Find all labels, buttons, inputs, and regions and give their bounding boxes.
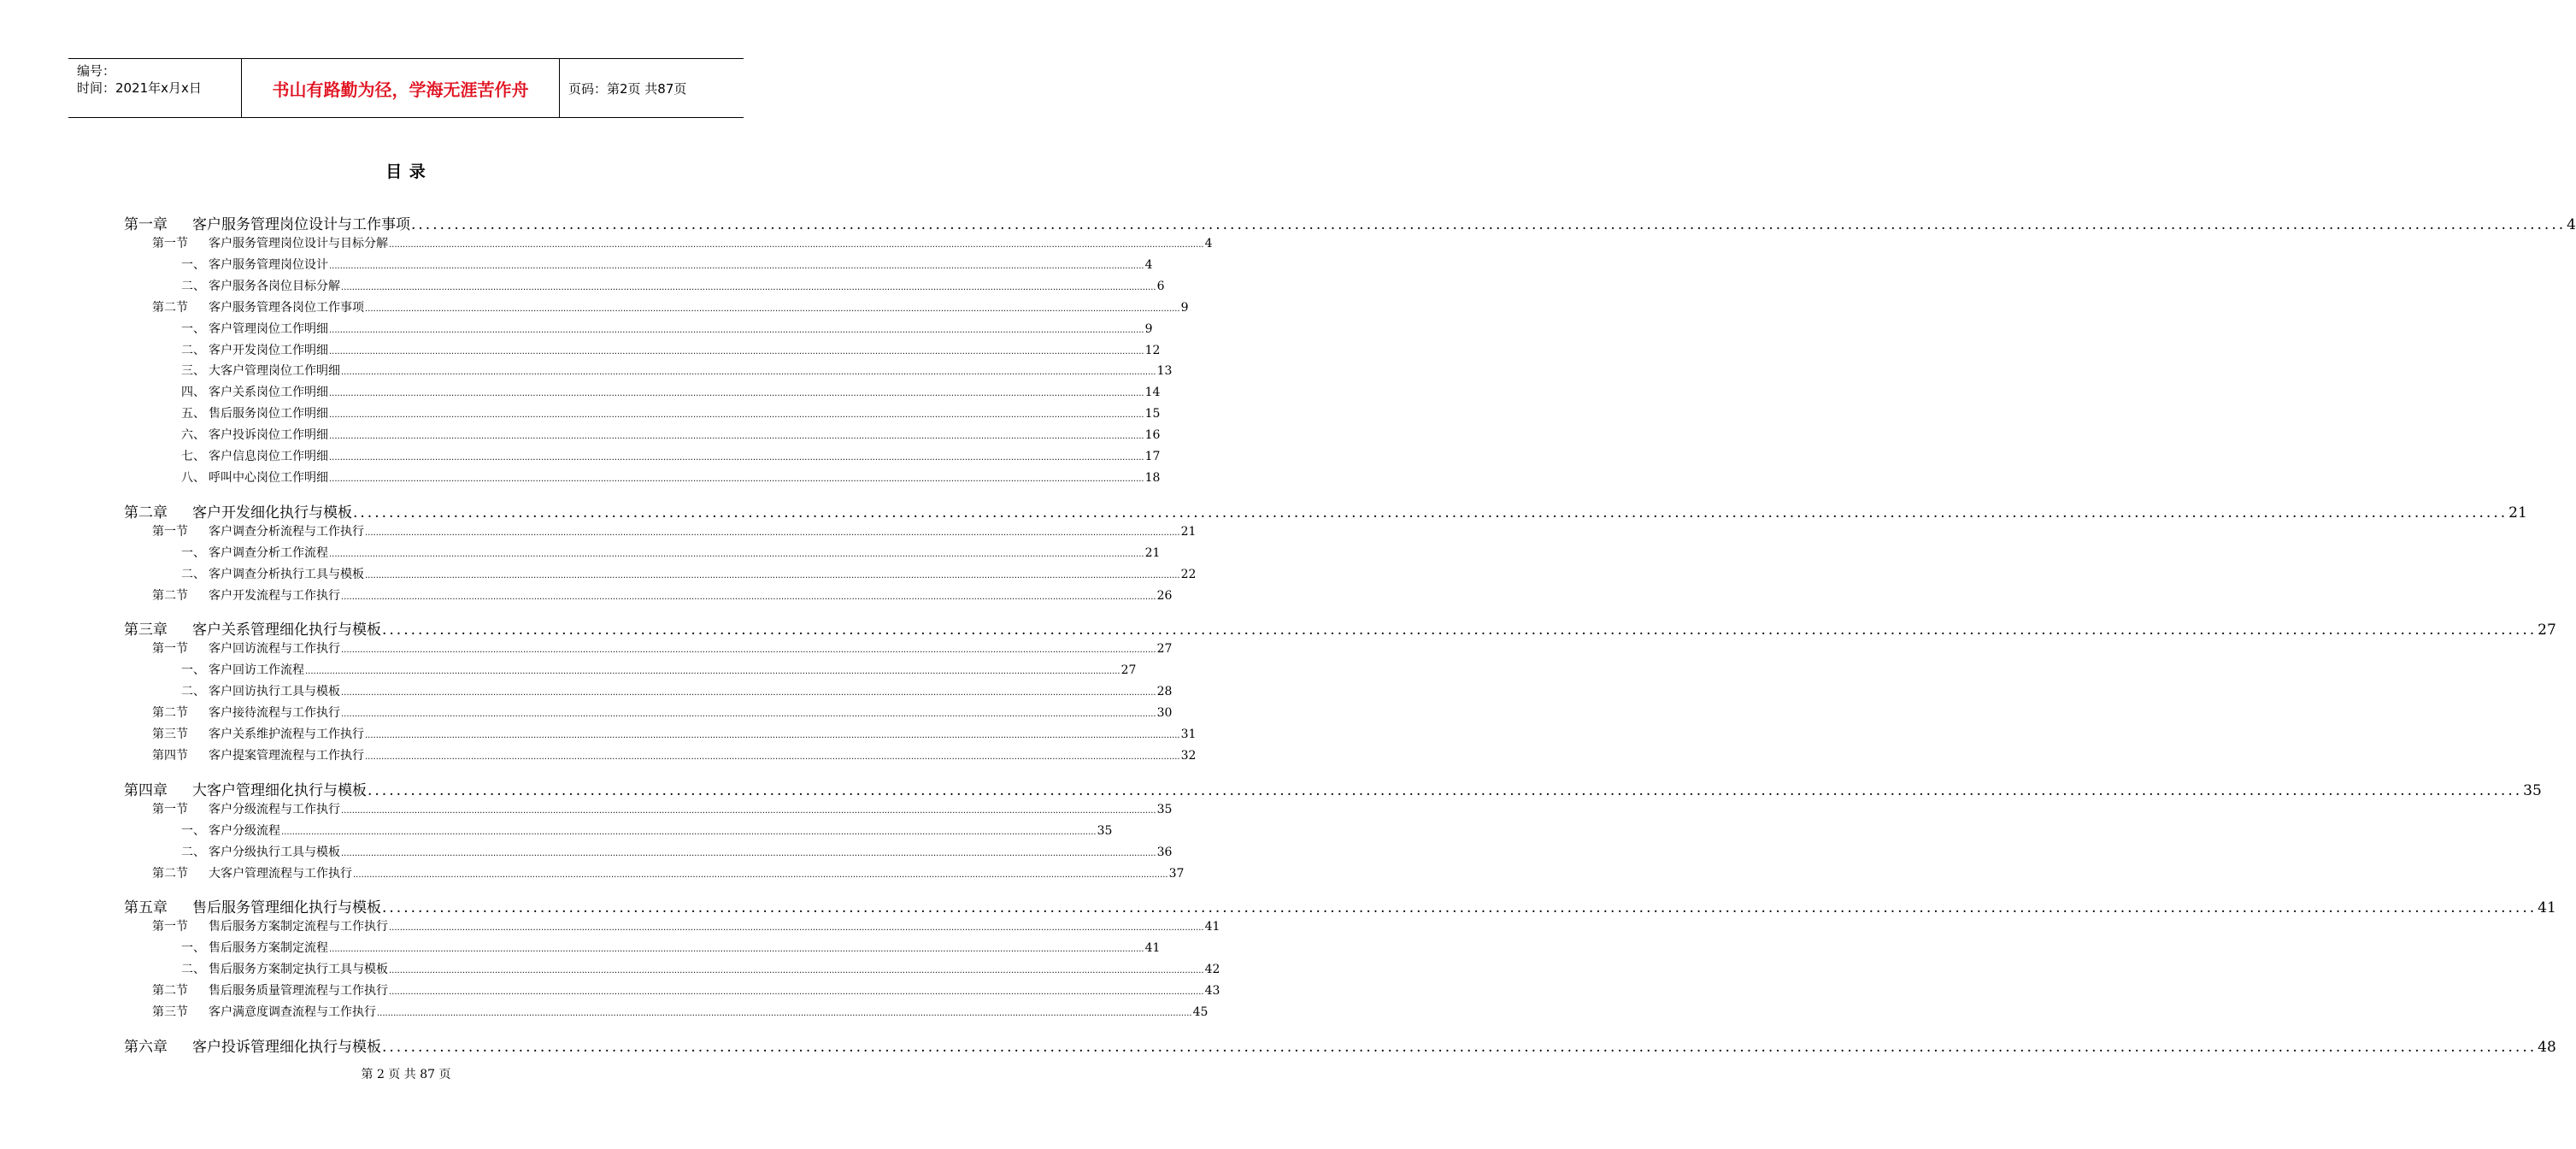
toc-entry-title: 售后服务岗位工作明细 — [209, 407, 328, 421]
toc-entry-section[interactable] — [152, 522, 1197, 539]
toc-entry-page: 21 — [1144, 545, 1161, 560]
toc-entry-label: 二、 — [181, 685, 205, 699]
toc-entry-title: 客户提案管理流程与工作执行 — [209, 748, 364, 763]
toc-entry-title: 客户服务管理岗位设计与工作事项 — [192, 216, 410, 233]
toc-entry-sub[interactable] — [181, 544, 1161, 561]
toc-entry-section[interactable] — [152, 917, 1220, 934]
toc-entry-sub[interactable] — [181, 320, 1153, 337]
toc-leader-dots: ............................................................................................................................................................................................................................................................................................................ — [368, 781, 2523, 799]
toc-entry-page: 21 — [1180, 524, 1197, 539]
toc-leader-dots: ............................................................................................................................................................................................................................................................................................................ — [341, 805, 1156, 816]
toc-leader-dots: ............................................................................................................................................................................................................................................................................................................ — [389, 240, 1204, 250]
header-time: 时间：2021年x月x日 — [77, 80, 202, 96]
toc-entry-label: 第二节 — [152, 706, 188, 721]
toc-entry-label: 一、 — [181, 257, 205, 272]
toc-leader-dots: ............................................................................................................................................................................................................................................................................................................ — [341, 710, 1156, 720]
toc-entry-label: 一、 — [181, 823, 205, 838]
toc-entry-label: 一、 — [181, 663, 205, 678]
toc-entry-page: 6 — [1156, 279, 1165, 293]
toc-entry-sub[interactable] — [181, 341, 1161, 358]
toc-entry-page: 35 — [2523, 781, 2542, 799]
header-slogan: 书山有路勤为径，学海无涯苦作舟 — [242, 59, 560, 117]
toc-entry-sub[interactable] — [181, 404, 1161, 421]
toc-leader-dots: ............................................................................................................................................................................................................................................................................................................ — [365, 527, 1180, 538]
toc-leader-dots: ............................................................................................................................................................................................................................................................................................................ — [305, 667, 1120, 677]
toc-entry-label: 六、 — [181, 428, 205, 443]
toc-entry-section[interactable] — [152, 298, 1189, 315]
toc-entry-section[interactable] — [152, 639, 1173, 657]
toc-leader-dots: ............................................................................................................................................................................................................................................................................................................ — [389, 966, 1204, 976]
toc-entry-label: 第三章 — [124, 622, 168, 639]
toc-entry-page: 27 — [2538, 622, 2556, 639]
toc-entry-title: 客户服务管理岗位设计 — [209, 257, 328, 272]
toc-entry-label: 第三节 — [152, 728, 188, 741]
toc-entry-label: 第一节 — [152, 920, 188, 934]
toc-entry-chapter[interactable] — [124, 617, 2556, 639]
toc-entry-page: 37 — [1168, 866, 1185, 881]
toc-leader-dots: ............................................................................................................................................................................................................................................................................................................ — [329, 389, 1144, 399]
toc-entry-label: 二、 — [181, 343, 205, 357]
toc-entry-label: 一、 — [181, 941, 205, 956]
toc-entry-label: 第一节 — [152, 524, 188, 539]
toc-entry-page: 16 — [1144, 428, 1161, 443]
toc-entry-sub[interactable] — [181, 661, 1137, 678]
toc-leader-dots: ............................................................................................................................................................................................................................................................................................................ — [329, 261, 1144, 271]
toc-entry-section[interactable] — [152, 800, 1173, 817]
toc-entry-chapter[interactable] — [124, 778, 2542, 799]
toc-entry-sub[interactable] — [181, 939, 1161, 956]
toc-entry-label: 二、 — [181, 567, 205, 581]
toc-leader-dots: ............................................................................................................................................................................................................................................................................................................ — [329, 346, 1144, 356]
toc-leader-dots: ............................................................................................................................................................................................................................................................................................................ — [382, 622, 2538, 639]
toc-leader-dots: ............................................................................................................................................................................................................................................................................................................ — [377, 1009, 1192, 1018]
toc-entry-title: 售后服务方案制定流程与工作执行 — [209, 920, 388, 934]
toc-entry-title: 客户回访执行工具与模板 — [209, 685, 340, 699]
toc-entry-title: 呼叫中心岗位工作明细 — [209, 470, 328, 485]
toc-entry-label: 第六章 — [124, 1038, 168, 1056]
toc-leader-dots: ............................................................................................................................................................................................................................................................................................................ — [329, 325, 1144, 335]
header-meta — [68, 59, 242, 117]
toc-entry-sub[interactable] — [181, 277, 1165, 294]
toc-entry-page: 4 — [2567, 216, 2576, 233]
toc-entry-title: 大客户管理流程与工作执行 — [209, 866, 352, 881]
toc-entry-chapter[interactable] — [124, 1034, 2556, 1056]
toc-entry-chapter[interactable] — [124, 212, 2576, 233]
toc-entry-label: 第五章 — [124, 899, 168, 917]
toc-leader-dots: ............................................................................................................................................................................................................................................................................................................ — [341, 848, 1156, 858]
toc-entry-sub[interactable] — [181, 565, 1197, 582]
toc-entry-page: 43 — [1204, 984, 1220, 999]
toc-entry-sub[interactable] — [181, 682, 1173, 699]
toc-entry-page: 32 — [1180, 748, 1197, 763]
toc-leader-dots: ............................................................................................................................................................................................................................................................................................................ — [353, 504, 2508, 521]
toc-leader-dots: ............................................................................................................................................................................................................................................................................................................ — [389, 987, 1204, 998]
toc-entry-section[interactable] — [152, 864, 1185, 881]
toc-entry-section[interactable] — [152, 586, 1173, 604]
toc-entry-page: 35 — [1156, 802, 1173, 816]
toc-leader-dots: ............................................................................................................................................................................................................................................................................................................ — [329, 945, 1144, 955]
toc-entry-label: 二、 — [181, 279, 205, 293]
toc-entry-label: 第一节 — [152, 802, 188, 816]
toc-leader-dots: ............................................................................................................................................................................................................................................................................................................ — [365, 751, 1180, 762]
toc-entry-page: 35 — [1097, 823, 1113, 838]
toc-entry-title: 客户关系岗位工作明细 — [209, 386, 328, 400]
toc-entry-page: 30 — [1156, 706, 1173, 721]
toc-entry-page: 22 — [1180, 567, 1197, 581]
toc-entry-sub[interactable] — [181, 447, 1161, 464]
toc-entry-title: 客户投诉管理细化执行与模板 — [192, 1038, 381, 1056]
toc-entry-label: 八、 — [181, 470, 205, 485]
toc-entry-title: 售后服务质量管理流程与工作执行 — [209, 984, 388, 999]
page-footer: 第 2 页 共 87 页 — [361, 1068, 451, 1081]
toc-entry-title: 客户开发细化执行与模板 — [192, 504, 352, 521]
toc-entry-title: 售后服务方案制定流程 — [209, 941, 328, 956]
toc-entry-page: 27 — [1156, 642, 1173, 657]
toc-entry-page: 4 — [1204, 237, 1213, 250]
toc-entry-page: 18 — [1144, 470, 1161, 485]
toc-entry-title: 客户满意度调查流程与工作执行 — [209, 1005, 376, 1019]
page-header — [68, 58, 744, 118]
toc-leader-dots: ............................................................................................................................................................................................................................................................................................................ — [329, 410, 1144, 421]
toc-leader-dots: ............................................................................................................................................................................................................................................................................................................ — [411, 216, 2567, 233]
toc-entry-page: 13 — [1156, 364, 1173, 379]
toc-entry-page: 9 — [1144, 321, 1153, 336]
toc-leader-dots: ............................................................................................................................................................................................................................................................................................................ — [341, 368, 1156, 378]
toc-entry-label: 一、 — [181, 545, 205, 560]
toc-entry-label: 一、 — [181, 321, 205, 336]
toc-entry-title: 客户管理岗位工作明细 — [209, 321, 328, 336]
toc-entry-title: 客户调查分析工作流程 — [209, 545, 328, 560]
toc-entry-title: 客户信息岗位工作明细 — [209, 450, 328, 463]
toc-entry-sub[interactable] — [181, 383, 1161, 400]
toc-entry-label: 第四节 — [152, 748, 188, 763]
toc-entry-sub[interactable] — [181, 843, 1173, 860]
toc-leader-dots: ............................................................................................................................................................................................................................................................................................................ — [382, 1038, 2538, 1056]
toc-entry-label: 第一节 — [152, 237, 188, 250]
toc-entry-page: 42 — [1204, 963, 1220, 977]
toc-entry-label: 第二节 — [152, 588, 188, 603]
toc-leader-dots: ............................................................................................................................................................................................................................................................................................................ — [329, 549, 1144, 559]
toc-entry-section[interactable] — [152, 725, 1197, 742]
toc-entry-title: 客户开发流程与工作执行 — [209, 588, 340, 603]
toc-leader-dots: ............................................................................................................................................................................................................................................................................................................ — [281, 827, 1097, 837]
toc-entry-title: 客户服务管理岗位设计与目标分解 — [209, 237, 388, 250]
toc-entry-label: 七、 — [181, 450, 205, 463]
toc-entry-title: 客户分级流程 — [209, 823, 280, 838]
toc-entry-title: 大客户管理细化执行与模板 — [192, 781, 367, 799]
toc-entry-title: 大客户管理岗位工作明细 — [209, 364, 340, 379]
toc-entry-label: 第一章 — [124, 216, 168, 233]
toc-entry-page: 48 — [2538, 1038, 2556, 1056]
toc-entry-title: 客户调查分析流程与工作执行 — [209, 524, 364, 539]
toc-entry-section[interactable] — [152, 981, 1220, 999]
toc-leader-dots: ............................................................................................................................................................................................................................................................................................................ — [353, 869, 1168, 880]
toc-entry-sub[interactable] — [181, 256, 1153, 273]
toc-entry-chapter[interactable] — [124, 500, 2527, 521]
toc-entry-page: 4 — [1144, 257, 1153, 272]
toc-entry-page: 17 — [1144, 450, 1161, 463]
toc-entry-title: 客户开发岗位工作明细 — [209, 343, 328, 357]
toc-entry-label: 第二节 — [152, 866, 188, 881]
toc-entry-label: 四、 — [181, 386, 205, 400]
toc-entry-label: 二、 — [181, 963, 205, 977]
toc-entry-label: 第一节 — [152, 642, 188, 657]
toc-leader-dots: ............................................................................................................................................................................................................................................................................................................ — [341, 592, 1156, 602]
toc-entry-page: 15 — [1144, 407, 1161, 421]
toc-entry-page: 28 — [1156, 685, 1173, 699]
toc-entry-page: 41 — [1144, 941, 1161, 956]
toc-leader-dots: ............................................................................................................................................................................................................................................................................................................ — [341, 645, 1156, 656]
toc-entry-title: 客户服务各岗位目标分解 — [209, 279, 340, 293]
toc-entry-chapter[interactable] — [124, 895, 2556, 917]
toc-entry-label: 第四章 — [124, 781, 168, 799]
toc-leader-dots: ............................................................................................................................................................................................................................................................................................................ — [329, 432, 1144, 442]
toc-entry-page: 41 — [2538, 899, 2556, 917]
toc-entry-title: 客户关系管理细化执行与模板 — [192, 622, 381, 639]
toc-entry-title: 客户服务管理各岗位工作事项 — [209, 300, 364, 315]
toc-entry-section[interactable] — [152, 704, 1173, 721]
toc-entry-page: 41 — [1204, 920, 1220, 934]
toc-entry-page: 27 — [1120, 663, 1137, 678]
toc-entry-label: 二、 — [181, 845, 205, 859]
toc-entry-page: 36 — [1156, 845, 1173, 859]
toc-entry-title: 客户调查分析执行工具与模板 — [209, 567, 364, 581]
toc-entry-label: 三、 — [181, 364, 205, 379]
toc-leader-dots: ............................................................................................................................................................................................................................................................................................................ — [365, 303, 1180, 314]
toc-entry-label: 第二节 — [152, 984, 188, 999]
toc-entry-page: 14 — [1144, 386, 1161, 400]
toc-leader-dots: ............................................................................................................................................................................................................................................................................................................ — [365, 731, 1180, 740]
toc-entry-sub[interactable] — [181, 468, 1161, 486]
toc-leader-dots: ............................................................................................................................................................................................................................................................................................................ — [389, 923, 1204, 934]
toc-leader-dots: ............................................................................................................................................................................................................................................................................................................ — [365, 570, 1180, 580]
toc-entry-sub[interactable] — [181, 362, 1173, 379]
toc-entry-label: 第三节 — [152, 1005, 188, 1019]
toc-entry-title: 客户接待流程与工作执行 — [209, 706, 340, 721]
toc-title: 目 录 — [385, 162, 426, 181]
toc-entry-page: 31 — [1180, 728, 1197, 741]
toc-entry-label: 第二章 — [124, 504, 168, 521]
toc-entry-title: 客户关系维护流程与工作执行 — [209, 728, 364, 741]
toc-entry-sub[interactable] — [181, 426, 1161, 443]
toc-leader-dots: ............................................................................................................................................................................................................................................................................................................ — [382, 899, 2538, 917]
toc-entry-page: 21 — [2508, 504, 2527, 521]
toc-entry-title: 客户投诉岗位工作明细 — [209, 428, 328, 443]
toc-leader-dots: ............................................................................................................................................................................................................................................................................................................ — [329, 474, 1144, 484]
toc-entry-title: 客户分级执行工具与模板 — [209, 845, 340, 859]
toc-entry-label: 五、 — [181, 407, 205, 421]
toc-entry-label: 第二节 — [152, 300, 188, 315]
toc-entry-section[interactable] — [152, 234, 1213, 251]
toc-entry-title: 售后服务管理细化执行与模板 — [192, 899, 381, 917]
toc-leader-dots: ............................................................................................................................................................................................................................................................................................................ — [341, 688, 1156, 698]
toc-entry-page: 26 — [1156, 588, 1173, 603]
toc-entry-page: 12 — [1144, 343, 1161, 357]
toc-entry-section[interactable] — [152, 1003, 1209, 1020]
toc-leader-dots: ............................................................................................................................................................................................................................................................................................................ — [341, 282, 1156, 292]
toc-entry-page: 45 — [1192, 1005, 1209, 1019]
toc-entry-title: 客户回访流程与工作执行 — [209, 642, 340, 657]
toc-entry-title: 客户分级流程与工作执行 — [209, 802, 340, 816]
header-number: 编号： — [77, 63, 116, 79]
toc-entry-sub[interactable] — [181, 960, 1220, 977]
toc-entry-section[interactable] — [152, 746, 1197, 763]
toc-entry-title: 客户回访工作流程 — [209, 663, 304, 678]
toc-entry-title: 售后服务方案制定执行工具与模板 — [209, 963, 388, 977]
toc-entry-sub[interactable] — [181, 822, 1113, 839]
header-page-info: 页码：第2页 共87页 — [568, 80, 687, 97]
toc-entry-page: 9 — [1180, 300, 1189, 315]
toc-leader-dots: ............................................................................................................................................................................................................................................................................................................ — [329, 453, 1144, 463]
